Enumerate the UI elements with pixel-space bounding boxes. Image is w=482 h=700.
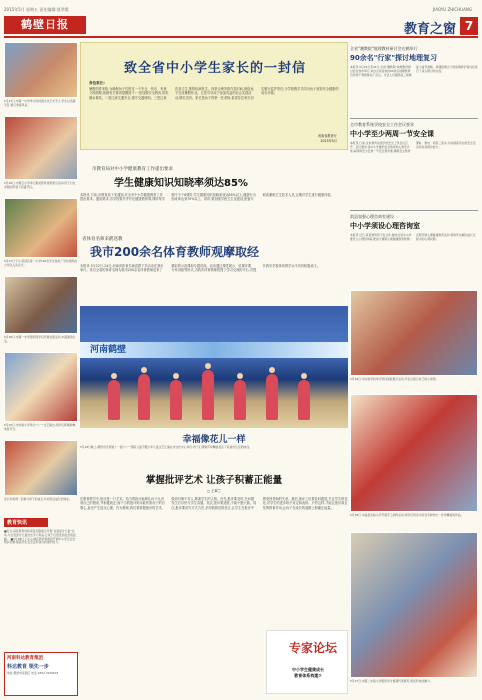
dancer-figure [170, 380, 182, 420]
forum-subtitle: 中小学生健康成长 教育体系构建⑦ [292, 667, 324, 678]
stage-banner: 河南鹤壁 [80, 342, 348, 358]
news-brief-body: ■近日,淇县教育局和淇县妇联联合开展"关爱留守儿童"活动,为全县留守儿童送去学习用品,让孩子们感受到社会的温暖。 ■5月28日上午,山城区教育局组织开展中小学生安全知识竞赛,提高学生安全意识和自我保护能力。 [4, 529, 76, 545]
photo-parents [4, 440, 78, 496]
open-letter [80, 42, 348, 150]
dancer-figure [108, 380, 120, 420]
photo-caption: 5月27日,市第二实验小学组织学生参观科普展览,感受科技的魅力。 [350, 679, 433, 683]
article-byline: □ 王翠兰 [207, 489, 221, 493]
advertisement [4, 652, 78, 696]
left-photo-column [4, 42, 78, 512]
article-headline: 90余名"行家"探讨地理复习 [350, 54, 438, 62]
photo-children-day [4, 352, 78, 422]
photo-school-show [4, 116, 78, 180]
masthead [4, 16, 478, 38]
right-column [350, 42, 478, 696]
photo-caption: 5月25日,市实验小学举行"六一"文艺演出,同学们载歌载舞,欢度节日。 [4, 423, 77, 431]
photo-science-visit [350, 532, 478, 678]
photo-caption: 5月27日下午,淇滨区第一小学100名学生参加了学校组织的少先队入队仪式。 [4, 259, 78, 267]
article-pe-teachers [80, 236, 348, 262]
issue-date: 2015年5月 星期五 责任编辑:聂翠霞 [4, 7, 69, 12]
photo-caption: 5月26日,市第五小学举行素质教育成果展示活动,孩子们在老师的带领下表演节目。 [4, 181, 76, 189]
ad-slogan: 科达教育 领先一步 [7, 664, 49, 670]
article-body: 本报讯 日前,市教育局下发通知,对全市中小学健康教育工作提出要求。通知要求,各学校要开齐开足健康教育课,课时每学期不少于6课时,学生健康知识知晓率须达85%以上,健康行为形成率达到70%以上。同时,要加强学校卫生室建设,配备专职或兼职卫生技术人员,定期对学生进行健康体检。 [80, 193, 334, 202]
photo-headline: 幸福像花儿一样 [182, 435, 246, 445]
stage-performance-photo [80, 306, 348, 428]
article-headline: 中小学须设心理咨询室 [350, 222, 420, 230]
dancer-figure [298, 380, 310, 420]
article-headline: 中小学至少两周一节安全课 [350, 130, 434, 138]
article-body: 在教育教学中,批评是一门艺术。恰当的批评能够让孩子认识到自己的错误,并积极改正;而不当的批评则可能伤害孩子的自尊心,甚至产生逆反心理。作为教师,我们要掌握批评的艺术,做到对事不对人,尊重学生的人格。首先,批评要及时,在问题发生后尽快与学生沟通。其次,批评要适度,不能小题大做。再次,批评要讲究方式方法,多用鼓励性的语言,让学生在批评中感受到老师的关爱。最后,批评之后要及时跟进,关注学生的变化,对学生的进步给予肯定和表扬。只有这样,才能让批评真正发挥教育作用,让孩子在成长的道路上积蓄正能量。 [80, 497, 348, 510]
photo-club-activity [4, 276, 78, 334]
article-body: 本报讯 5月22日-24日,河南省体育名师送教下乡活动在我市举行。来自全省的体育名师为我市200余名体育教师送来了精彩的示范课和专题讲座。活动通过课堂展示、说课评课、专家讲座等形式,为我市体育教师搭建了学习交流的平台,对提升我市学校体育教学水平具有积极意义。 [80, 264, 321, 273]
photo-handcraft [350, 394, 478, 512]
article-body: 本报讯 日前,全市教育系统学校安全工作会议召开。会议要求,各中小学要把安全教育纳入教学计划,每两周至少安排一节安全教育课,确保安全教育课时、教材、师资三落实,切实提高学生的安全意识和自我保护能力。 [350, 141, 476, 153]
photo-caption: 5月28日晚上,鹤壁市庆祝第十一届"六一"国际儿童节暨少年儿童文艺汇演在市文化中心举行,孩子们用歌声和舞蹈表达了对美好生活的向往。 [80, 445, 252, 449]
article-kicker: 市教育局对中小学健康教育工作提出要求 [92, 167, 173, 172]
page-number: 7 [460, 17, 478, 35]
article-body: 本报讯 5月23日至24日,全省"潮教院"地理教材研讨会在我市举行,来自全省各地的90余名地理教研员和骨干教师参加了会议。与会人员围绕高三地理复习备考策略、新课程理念下的地理教学等内容进行了深入研讨和交流。 [350, 65, 478, 77]
article-geography [350, 46, 478, 77]
photo-caption: 5月28日,市浚县实验小学开展手工制作活动,同学们用灵巧的双手制作出一件件精美的作品。 [350, 513, 464, 517]
dancer-figure [138, 374, 150, 420]
letter-body: 暑假即将来临,为确保孩子们度过一个安全、快乐、有意义的假期,现就有关事项提醒如下:一是加强安全教育,防范溺水事故。二是注意交通安全,遵守交通规则。三是注意饮食卫生,预防疾病发生。四是合理安排作息时间,督促孩子完成暑假作业。五是引导孩子参加有益的社会实践活动,增长见识。家长是孩子的第一任老师,希望各位家长切实履行监护责任,与学校携手共同为孩子营造安全健康的成长环境。 [89, 87, 339, 100]
section-title: 教育之窗 [403, 22, 456, 37]
photo-art-festival [4, 42, 78, 98]
news-brief-box [4, 518, 78, 650]
article-health-education [80, 166, 348, 238]
letter-greeting: 各位家长: [89, 81, 105, 85]
photo-caption: 5月26日,市实验学校举行科技创新展示活动,学生们展示自己的小发明。 [350, 377, 439, 381]
article-kicker: 省体育名师来鹤送教 [82, 237, 123, 242]
photo-science-show [350, 290, 478, 376]
article-kicker: 全市教育系统学校安全工作会议要求 [350, 122, 414, 127]
photo-caption: 家长和老师一起参与孩子的成长,共同见证成长的快乐。 [4, 497, 73, 501]
ad-contact: 地址:鹤壁市淇滨区 电话:0392-3326633 [7, 671, 59, 675]
dancer-figure [202, 370, 214, 420]
article-headline: 我市200余名体育教师观摩取经 [90, 245, 260, 259]
article-kicker: 全省"潮教院"地理教材研讨会在鹤举行 [350, 46, 418, 51]
photo-caption: 5月26日,市第一中学组织同学们开展社团活动,丰富课余生活。 [4, 335, 76, 343]
dancer-figure [266, 374, 278, 420]
letter-signature: 河南省教育厅 2015年5月 [317, 134, 337, 143]
article-body: 本报讯 近日,淇县教育局下发文件,要求全县中小学要设立心理咨询室,配备专兼职心理健康教育教师,定期开展心理健康教育活动,帮助学生解决成长过程中的心理问题。 [350, 233, 476, 241]
article-criticism-art [80, 470, 348, 696]
top-info-bar [0, 0, 482, 16]
expert-forum-box [266, 630, 348, 694]
letter-title: 致全省中小学生家长的一封信 [123, 61, 306, 76]
dancer-figure [234, 380, 246, 420]
article-headline: 掌握批评艺术 让孩子积蓄正能量 [145, 475, 283, 486]
photo-caption: 5月27日,市第一中学举行的校园文化艺术节上,学生们表演节目,展示青春风采。 [4, 99, 76, 107]
article-kicker: 淇县加强心理咨询室建设 [350, 214, 394, 219]
forum-logo: 专家论坛 [289, 641, 338, 655]
photo-pioneers [4, 198, 78, 258]
divider [350, 210, 478, 211]
newspaper-logo: 鹤壁日报 [4, 16, 86, 34]
news-brief-title: 教育快讯 [4, 518, 48, 527]
article-psychology [350, 214, 478, 242]
section-pinyin: JIAOYU ZHICHUANG [432, 7, 472, 12]
divider [350, 118, 478, 119]
article-headline: 学生健康知识知晓率须达85% [114, 178, 248, 189]
ad-title: 河南科达教育集团 [7, 656, 43, 661]
article-safety [350, 122, 478, 153]
